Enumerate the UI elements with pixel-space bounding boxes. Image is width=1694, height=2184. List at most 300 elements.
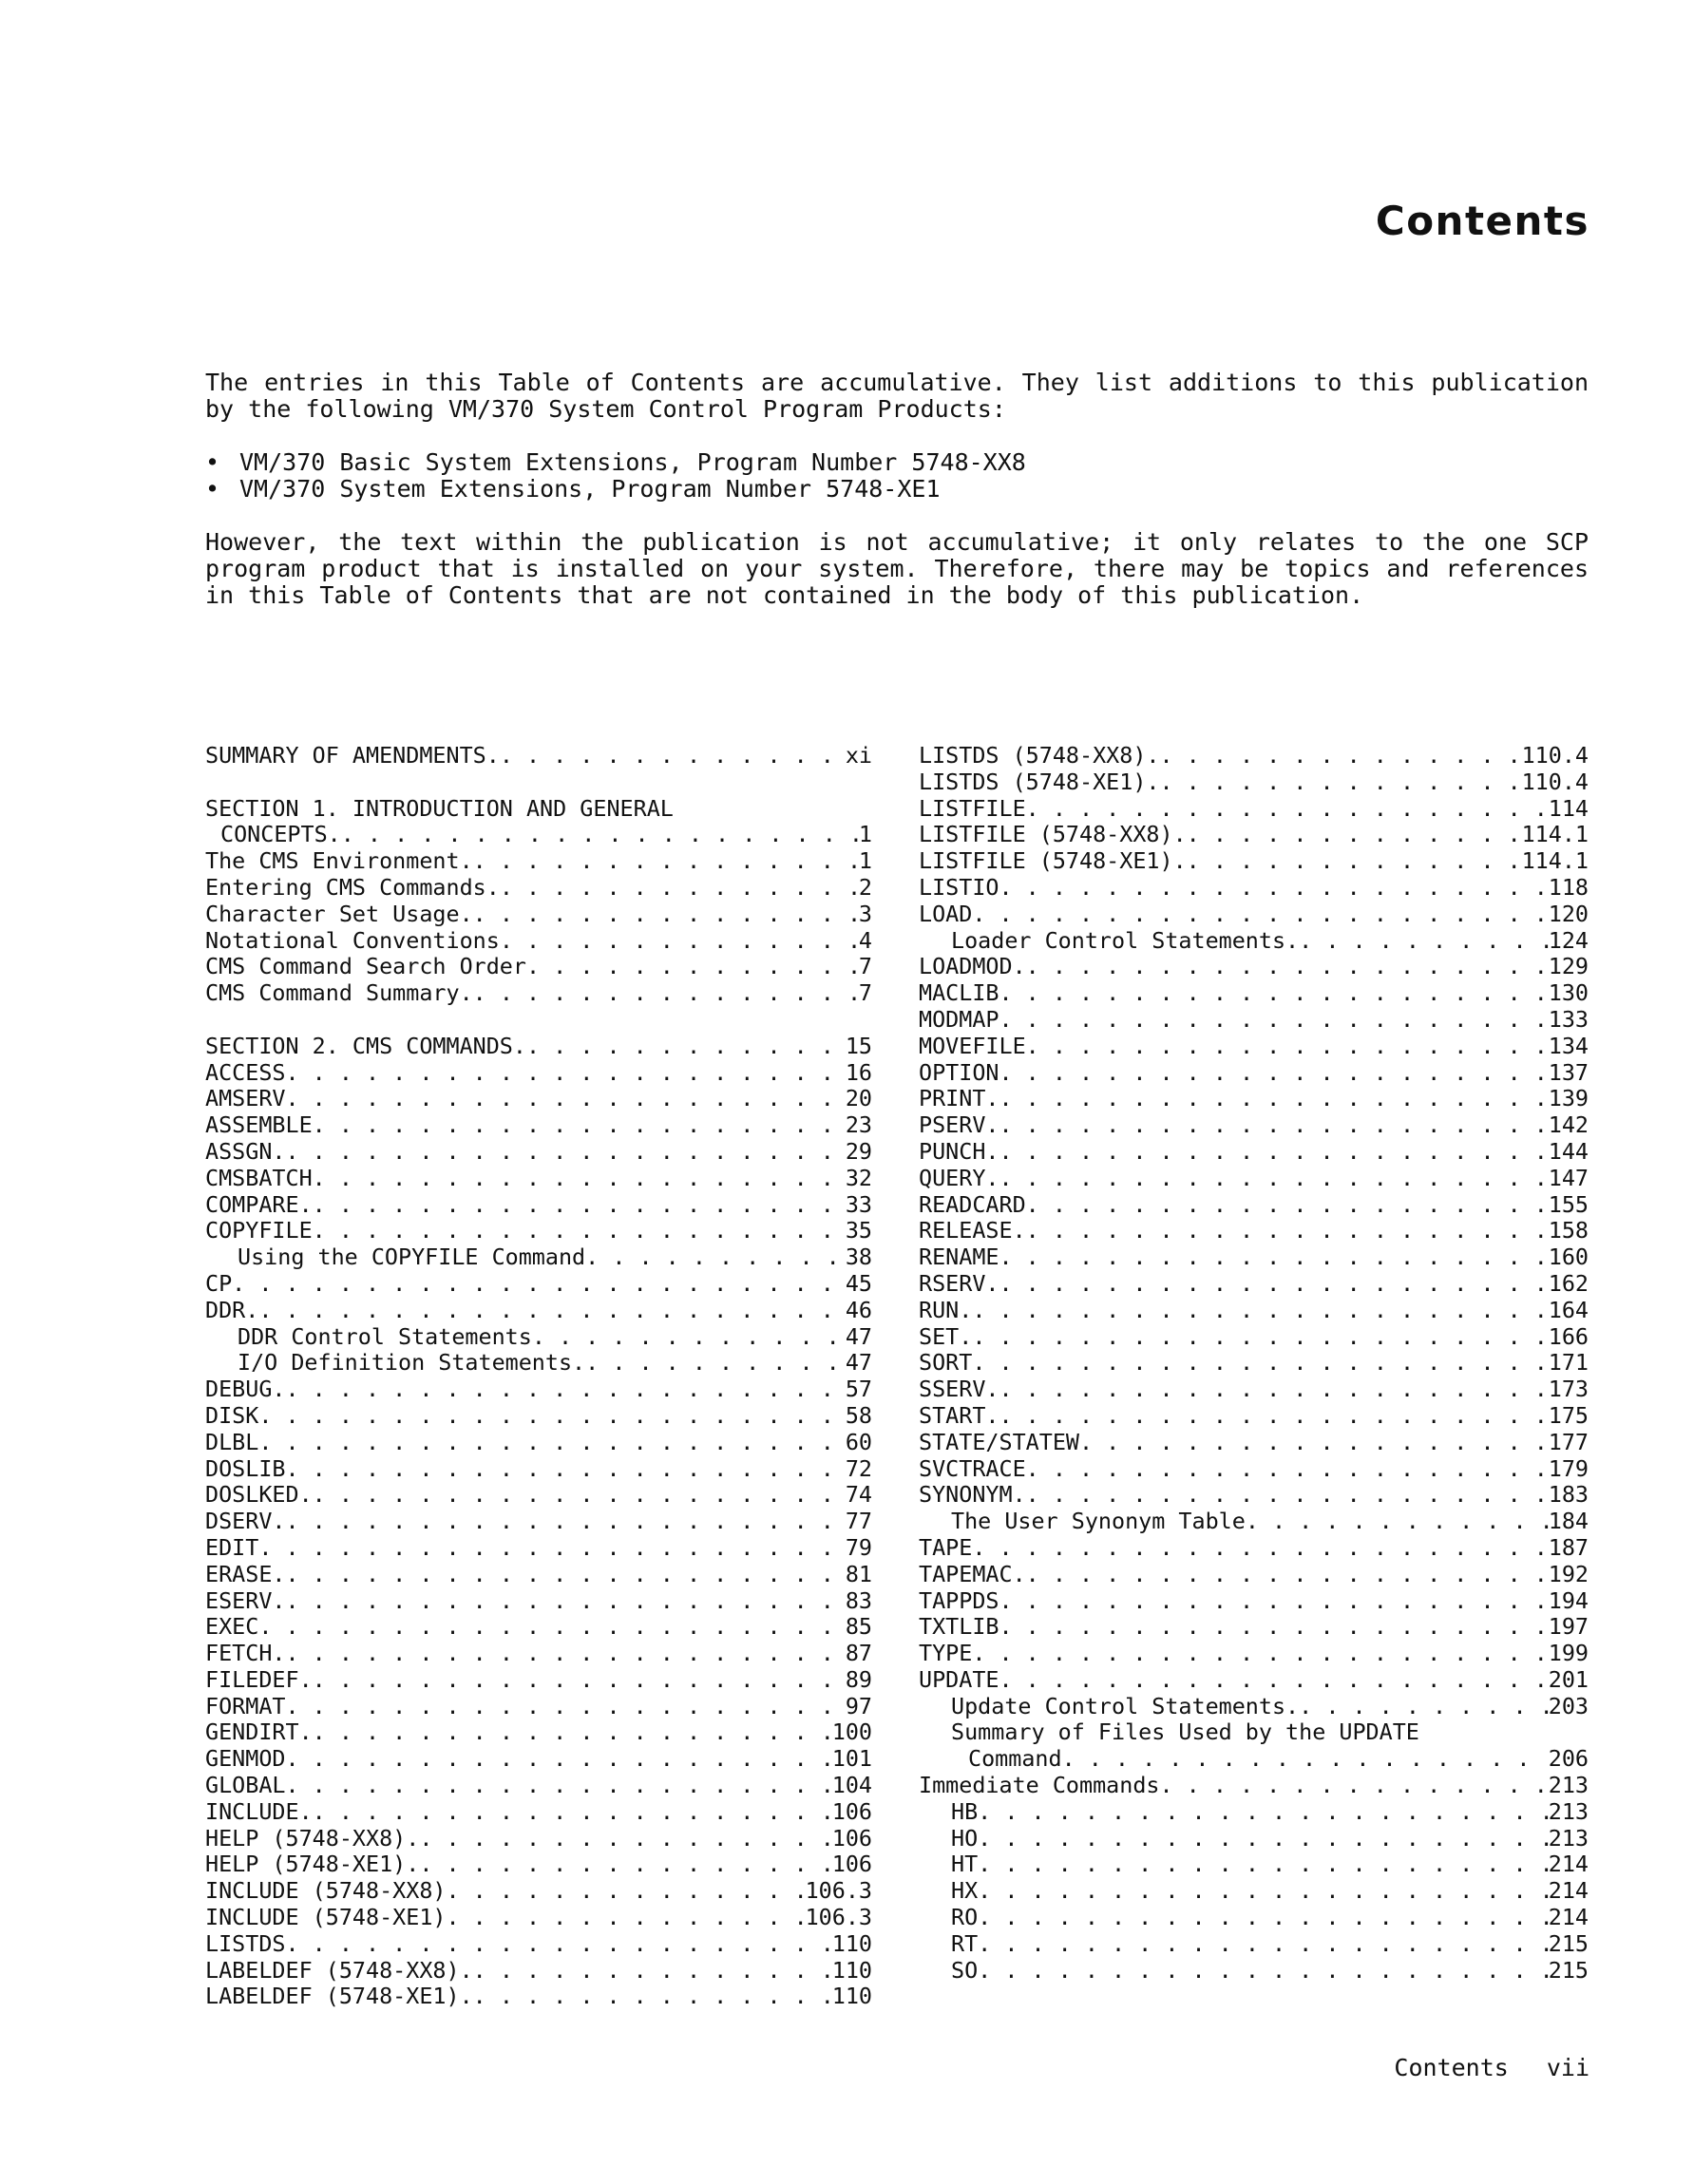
- intro-paragraph: The entries in this Table of Contents are accumulative. They list additions to this publication by the following VM/370 System Control Program Products:: [205, 369, 1589, 423]
- toc-entry-title: QUERY.: [919, 1164, 999, 1191]
- toc-leader: [1159, 1773, 1548, 1799]
- toc-leader: [446, 1878, 805, 1905]
- toc-page-number: 85: [845, 1613, 872, 1641]
- toc-leader: [1299, 1694, 1549, 1720]
- toc-leader: [1187, 822, 1522, 848]
- toc-entry: [919, 1060, 1589, 1087]
- toc-page-number: 158: [1548, 1217, 1589, 1244]
- toc-page-number: 106: [831, 1851, 872, 1878]
- toc-leader: [258, 1298, 845, 1324]
- toc-leader: [999, 1667, 1549, 1694]
- toc-entry: [919, 1535, 1589, 1562]
- toc-leader: [500, 743, 846, 769]
- toc-entry: [919, 1482, 1589, 1509]
- toc-entry: [919, 1218, 1589, 1244]
- toc-entry-title: Update Control Statements.: [951, 1692, 1300, 1719]
- toc-entry-title: The User Synonym Table: [951, 1508, 1246, 1535]
- toc-leader: [1079, 1430, 1549, 1456]
- toc-page-number: 47: [845, 1322, 872, 1350]
- toc-entry: [205, 743, 872, 769]
- toc-entry-title: SYNONYM.: [919, 1481, 1026, 1509]
- toc-entry: [919, 769, 1589, 796]
- toc-page-number: 7: [858, 953, 872, 980]
- toc-entry-title: SVCTRACE: [919, 1454, 1026, 1482]
- toc-page-number: 97: [845, 1692, 872, 1719]
- toc-entry: [919, 1588, 1589, 1615]
- toc-entry-title: HT: [951, 1851, 979, 1878]
- toc-entry: [919, 1746, 1589, 1773]
- toc-entry-title: LISTDS (5748-XE1).: [919, 768, 1160, 795]
- toc-leader: [286, 1588, 846, 1615]
- toc-entry: [919, 954, 1589, 980]
- toc-leader: [972, 1641, 1548, 1667]
- toc-page-number: 215: [1548, 1929, 1589, 1957]
- toc-leader: [473, 980, 859, 1007]
- toc-entry: [919, 1034, 1589, 1060]
- toc-leader: [286, 1694, 846, 1720]
- toc-entry: [919, 928, 1589, 955]
- toc-page-number: 197: [1548, 1613, 1589, 1641]
- toc-entry-title: RT: [951, 1929, 979, 1957]
- toc-entry: [205, 1139, 872, 1166]
- toc-entry-title: CMSBATCH: [205, 1164, 313, 1191]
- toc-leader: [286, 1377, 846, 1403]
- toc-page-number: 214: [1548, 1904, 1589, 1931]
- toc-page-number: 1: [858, 847, 872, 875]
- bullet-icon: •: [205, 448, 220, 476]
- toc-page-number: 171: [1548, 1349, 1589, 1377]
- toc-leader: [1026, 1482, 1549, 1509]
- toc-entry: [205, 848, 872, 875]
- toc-entry: [919, 1139, 1589, 1166]
- toc-leader: [286, 1746, 832, 1773]
- toc-leader: [999, 980, 1549, 1007]
- toc-page-number: 199: [1548, 1640, 1589, 1667]
- toc-leader: [1026, 1192, 1549, 1219]
- toc-entry-title: SO: [951, 1956, 979, 1984]
- toc-page-number: 23: [845, 1111, 872, 1139]
- toc-leader: [999, 1244, 1549, 1271]
- toc-entry: [205, 1773, 872, 1799]
- toc-column-left: [205, 743, 872, 2010]
- toc-page-number: 142: [1548, 1111, 1589, 1139]
- toc-entry: [205, 1614, 872, 1641]
- toc-entry-title: DLBL: [205, 1428, 259, 1455]
- toc-entry: [919, 1799, 1589, 1826]
- toc-leader: [999, 1139, 1549, 1166]
- toc-entry: [919, 980, 1589, 1007]
- toc-page-number: 164: [1548, 1296, 1589, 1323]
- toc-leader: [313, 1112, 846, 1139]
- toc-leader: [978, 1799, 1549, 1826]
- toc-entry-title: GLOBAL: [205, 1772, 286, 1799]
- toc-leader: [1026, 1034, 1549, 1060]
- toc-leader: [419, 1826, 831, 1852]
- toc-entry-title: PSERV.: [919, 1111, 999, 1139]
- toc-entry-title: SSERV.: [919, 1376, 999, 1403]
- toc-entry: [919, 1509, 1589, 1535]
- toc-leader: [978, 1931, 1549, 1958]
- toc-page-number: 184: [1548, 1508, 1589, 1535]
- toc-entry-title: Notational Conventions: [205, 926, 500, 954]
- toc-page-number: 106.3: [805, 1877, 872, 1905]
- toc-page-number: 183: [1548, 1481, 1589, 1509]
- toc-page-number: 114.1: [1521, 821, 1589, 848]
- toc-page-number: 7: [858, 979, 872, 1007]
- list-item: [205, 476, 1026, 503]
- toc-entry: [919, 875, 1589, 902]
- toc-entry-title: HO: [951, 1824, 979, 1852]
- toc-leader: [286, 1931, 832, 1958]
- toc-page-number: 72: [845, 1454, 872, 1482]
- toc-entry-title: EXEC: [205, 1613, 259, 1641]
- toc-page-number: 83: [845, 1586, 872, 1614]
- toc-entry: [205, 1641, 872, 1667]
- toc-leader: [978, 1905, 1549, 1931]
- toc-page-number: 32: [845, 1164, 872, 1191]
- toc-entry: [205, 1958, 872, 1985]
- toc-entry: [919, 1007, 1589, 1034]
- toc-leader: [1062, 1746, 1549, 1773]
- toc-entry-title: LOADMOD.: [919, 953, 1026, 980]
- page-title: Contents: [1375, 198, 1589, 244]
- toc-leader: [999, 1112, 1549, 1139]
- toc-page-number: 15: [845, 1032, 872, 1059]
- toc-entry-title: LABELDEF (5748-XE1).: [205, 1983, 473, 2010]
- toc-page-number: 175: [1548, 1401, 1589, 1429]
- product-list: [205, 449, 1026, 503]
- toc-leader: [999, 1377, 1549, 1403]
- toc-leader: [313, 1218, 846, 1244]
- toc-entry: [919, 1694, 1589, 1720]
- toc-entry-title: CMS Command Summary.: [205, 979, 473, 1007]
- toc-leader: [286, 1641, 846, 1667]
- toc-entry-title: EDIT: [205, 1533, 259, 1561]
- toc-leader: [286, 1456, 846, 1483]
- toc-entry: [205, 1403, 872, 1430]
- toc-page-number: 114.1: [1521, 847, 1589, 875]
- toc-leader: [1299, 928, 1549, 955]
- toc-entry-title: SORT: [919, 1349, 973, 1377]
- bullet-icon: •: [205, 475, 220, 503]
- toc-entry: [919, 1562, 1589, 1588]
- toc-entry: [205, 1244, 872, 1271]
- toc-entry-title: Using the COPYFILE Command: [238, 1244, 586, 1271]
- toc-page-number: 100: [831, 1719, 872, 1746]
- toc-page-number: 124: [1548, 926, 1589, 954]
- toc-leader: [286, 1139, 846, 1166]
- toc-entry: [205, 928, 872, 955]
- toc-entry-title: Entering CMS Commands.: [205, 873, 500, 901]
- toc-entry: [919, 743, 1589, 769]
- toc-page-number: 101: [831, 1745, 872, 1773]
- toc-page-number: 166: [1548, 1322, 1589, 1350]
- toc-entry: [919, 1878, 1589, 1905]
- toc-page-number: 38: [845, 1244, 872, 1271]
- toc-page-number: 133: [1548, 1005, 1589, 1033]
- toc-entry: [205, 902, 872, 928]
- footer-label: Contents: [1394, 2054, 1509, 2081]
- toc-entry: [205, 1878, 872, 1905]
- toc-leader: [1026, 1562, 1549, 1588]
- toc-entry-title: TXTLIB: [919, 1613, 999, 1641]
- toc-entry: [919, 1298, 1589, 1324]
- toc-page-number: 120: [1548, 900, 1589, 927]
- toc-entry-title: READCARD: [919, 1190, 1026, 1218]
- toc-page-number: 144: [1548, 1137, 1589, 1165]
- toc-entry: [205, 1430, 872, 1456]
- toc-entry: [919, 1430, 1589, 1456]
- toc-entry-title: COPYFILE: [205, 1217, 313, 1244]
- toc-entry: [205, 1509, 872, 1535]
- toc-entry: [205, 875, 872, 902]
- toc-entry-title: SUMMARY OF AMENDMENTS.: [205, 742, 500, 769]
- toc-entry-title: I/O Definition Statements.: [238, 1349, 586, 1377]
- toc-leader: [1159, 743, 1521, 769]
- toc-entry-title: RENAME: [919, 1244, 999, 1271]
- toc-leader: [313, 1166, 846, 1192]
- toc-leader: [419, 1852, 831, 1878]
- toc-page-number: 74: [845, 1481, 872, 1509]
- toc-entry-title: DOSLIB: [205, 1454, 286, 1482]
- toc-entry: [205, 1218, 872, 1244]
- toc-entry: [205, 1799, 872, 1826]
- toc-entry: [919, 1086, 1589, 1112]
- toc-page-number: 130: [1548, 979, 1589, 1007]
- toc-entry-title: Loader Control Statements.: [951, 926, 1300, 954]
- toc-entry-title: HELP (5748-XE1).: [205, 1851, 420, 1878]
- toc-entry-title: TAPE: [919, 1533, 973, 1561]
- toc-leader: [1026, 796, 1549, 823]
- toc-leader: [972, 1298, 1548, 1324]
- toc-leader: [978, 1852, 1549, 1878]
- toc-entry-title: HB: [951, 1797, 979, 1825]
- toc-leader: [532, 1324, 846, 1351]
- toc-page-number: 104: [831, 1772, 872, 1799]
- toc-entry-title: GENMOD: [205, 1745, 286, 1773]
- toc-page-number: 79: [845, 1533, 872, 1561]
- toc-page-number: 215: [1548, 1956, 1589, 1984]
- toc-page-number: 58: [845, 1401, 872, 1429]
- toc-entry: [919, 1350, 1589, 1377]
- toc-page-number: 20: [845, 1085, 872, 1112]
- toc-leader: [473, 1958, 832, 1985]
- toc-leader: [526, 1034, 846, 1060]
- toc-page-number: 1: [858, 821, 872, 848]
- toc-entry-title: PUNCH.: [919, 1137, 999, 1165]
- toc-leader: [313, 1482, 846, 1509]
- toc-entry-title: ACCESS: [205, 1058, 286, 1086]
- toc-page-number: 57: [845, 1376, 872, 1403]
- toc-page-number: 110.4: [1521, 768, 1589, 795]
- toc-entry-title: Character Set Usage.: [205, 900, 473, 927]
- note-paragraph: However, the text within the publication is not accumulative; it only relates to the one SCP program product that is installed on your system. Therefore, there may be topics and references in this Table of Contents that are not contained in the body of this publication.: [205, 528, 1589, 609]
- toc-leader: [999, 1588, 1549, 1615]
- toc-leader: [313, 1799, 832, 1826]
- toc-entry-title: ERASE.: [205, 1560, 286, 1587]
- toc-leader: [999, 1007, 1549, 1034]
- toc-entry-title: FORMAT: [205, 1692, 286, 1719]
- toc-leader: [473, 902, 859, 928]
- toc-entry-title: STATE/STATEW: [919, 1428, 1079, 1455]
- toc-entry: [205, 1166, 872, 1192]
- toc-page-number: 206: [1548, 1745, 1589, 1773]
- toc-entry: [205, 1192, 872, 1219]
- toc-page-number: 129: [1548, 953, 1589, 980]
- toc-entry: [205, 1931, 872, 1958]
- toc-leader: [1026, 954, 1549, 980]
- toc-leader: [999, 1614, 1549, 1641]
- toc-entry: [919, 1166, 1589, 1192]
- toc-entry: [919, 1271, 1589, 1298]
- toc-entry-title: DOSLKED.: [205, 1481, 313, 1509]
- toc-page-number: 192: [1548, 1560, 1589, 1587]
- toc-entry: [919, 796, 1589, 823]
- toc-page-number: 81: [845, 1560, 872, 1587]
- toc-page-number: 46: [845, 1296, 872, 1323]
- toc-page-number: 60: [845, 1428, 872, 1455]
- toc-entry-title: The CMS Environment.: [205, 847, 473, 875]
- toc-entry-title: ESERV.: [205, 1586, 286, 1614]
- toc-entry-title: LISTDS (5748-XX8).: [919, 742, 1160, 769]
- toc-entry-title: START.: [919, 1401, 999, 1429]
- toc-page-number: 2: [858, 873, 872, 901]
- toc-leader: [446, 1905, 805, 1931]
- toc-page-number: 87: [845, 1640, 872, 1667]
- toc-page-number: 106.3: [805, 1904, 872, 1931]
- toc-entry: [919, 1931, 1589, 1958]
- toc-entry-title: LABELDEF (5748-XX8).: [205, 1956, 473, 1984]
- toc-leader: [999, 1086, 1549, 1112]
- toc-leader: [286, 1060, 846, 1087]
- toc-leader: [999, 1060, 1549, 1087]
- toc-page-number: 213: [1548, 1797, 1589, 1825]
- toc-entry-title: DDR.: [205, 1296, 259, 1323]
- toc-entry-title: DDR Control Statements: [238, 1322, 532, 1350]
- toc-entry: [205, 954, 872, 980]
- toc-entry-title: DISK: [205, 1401, 259, 1429]
- toc-entry: [919, 1324, 1589, 1351]
- toc-page-number: 213: [1548, 1824, 1589, 1852]
- toc-page-number: 110: [831, 1929, 872, 1957]
- page-footer: [1394, 2054, 1589, 2081]
- toc-entry: [205, 980, 872, 1007]
- toc-entry: [919, 822, 1589, 848]
- toc-entry: [919, 1112, 1589, 1139]
- toc-entry: [919, 1614, 1589, 1641]
- toc-entry-title: LISTDS: [205, 1929, 286, 1957]
- toc-leader: [1246, 1509, 1549, 1535]
- toc-page-number: 110.4: [1521, 742, 1589, 769]
- toc-leader: [585, 1244, 846, 1271]
- toc-entry-title: LISTFILE (5748-XE1).: [919, 847, 1187, 875]
- toc-page-number: 201: [1548, 1665, 1589, 1693]
- toc-entry: [205, 1826, 872, 1852]
- toc-leader: [258, 1403, 845, 1430]
- toc-leader: [500, 875, 859, 902]
- toc-entry: [205, 1984, 872, 2010]
- toc-page-number: 147: [1548, 1164, 1589, 1191]
- toc-entry: [919, 1826, 1589, 1852]
- toc-page-number: 110: [831, 1983, 872, 2010]
- toc-leader: [473, 1984, 832, 2010]
- toc-page-number: 177: [1548, 1428, 1589, 1455]
- toc-entry: [205, 1350, 872, 1377]
- toc-entry: [919, 1958, 1589, 1985]
- toc-entry-title: RUN.: [919, 1296, 973, 1323]
- toc-entry-title: SET.: [919, 1322, 973, 1350]
- list-item: [205, 449, 1026, 476]
- toc-page-number: 106: [831, 1797, 872, 1825]
- toc-page-number: 214: [1548, 1851, 1589, 1878]
- page-number: vii: [1546, 2054, 1589, 2081]
- toc-leader: [286, 1509, 846, 1535]
- toc-entry: [205, 1112, 872, 1139]
- toc-entry: [205, 1377, 872, 1403]
- toc-leader: [473, 848, 859, 875]
- toc-leader: [1187, 848, 1522, 875]
- toc-entry-title: GENDIRT.: [205, 1719, 313, 1746]
- toc-leader: [999, 1166, 1549, 1192]
- toc-page-number: 33: [845, 1190, 872, 1218]
- toc-entry-title: CONCEPTS.: [220, 821, 341, 848]
- toc-page-number: 47: [845, 1349, 872, 1377]
- toc-entry: [205, 1324, 872, 1351]
- toc-entry: [919, 1667, 1589, 1694]
- toc-page-number: xi: [845, 742, 872, 769]
- toc-entry-title: DSERV.: [205, 1508, 286, 1535]
- toc-leader: [999, 1271, 1549, 1298]
- toc-entry-title: Command: [968, 1745, 1062, 1773]
- toc-page-number: 45: [845, 1269, 872, 1297]
- toc-entry: [205, 822, 872, 848]
- toc-entry-title: RO: [951, 1904, 979, 1931]
- toc-entry: [205, 796, 872, 823]
- toc-entry-title: ASSGN.: [205, 1137, 286, 1165]
- toc-leader: [978, 1878, 1549, 1905]
- toc-entry: [205, 1746, 872, 1773]
- toc-page-number: 134: [1548, 1032, 1589, 1059]
- toc-page-number: 203: [1548, 1692, 1589, 1719]
- toc-page-number: 139: [1548, 1085, 1589, 1112]
- toc-leader: [258, 1614, 845, 1641]
- toc-spacer: [205, 1007, 872, 1034]
- toc-leader: [1159, 769, 1521, 796]
- toc-leader: [978, 1958, 1549, 1985]
- toc-leader: [585, 1350, 846, 1377]
- toc-entry-title: COMPARE.: [205, 1190, 313, 1218]
- toc-page-number: 114: [1548, 794, 1589, 822]
- toc-entry-title: TYPE: [919, 1640, 973, 1667]
- toc-page-number: 213: [1548, 1772, 1589, 1799]
- toc-entry: [919, 1773, 1589, 1799]
- toc-entry-title: UPDATE: [919, 1665, 999, 1693]
- toc-entry-title: CP: [205, 1269, 233, 1297]
- toc-leader: [972, 1350, 1548, 1377]
- toc-page-number: 77: [845, 1508, 872, 1535]
- toc-page-number: 4: [858, 926, 872, 954]
- toc-entry-title: PRINT.: [919, 1085, 999, 1112]
- toc-entry: [205, 1694, 872, 1720]
- toc-entry: [919, 848, 1589, 875]
- toc-entry: [205, 1456, 872, 1483]
- toc-leader: [232, 1271, 846, 1298]
- toc-entry: [205, 1535, 872, 1562]
- toc-page-number: 110: [831, 1956, 872, 1984]
- toc-leader: [978, 1826, 1549, 1852]
- toc-entry-title: Summary of Files Used by the UPDATE: [951, 1719, 1419, 1746]
- toc-leader: [999, 1403, 1549, 1430]
